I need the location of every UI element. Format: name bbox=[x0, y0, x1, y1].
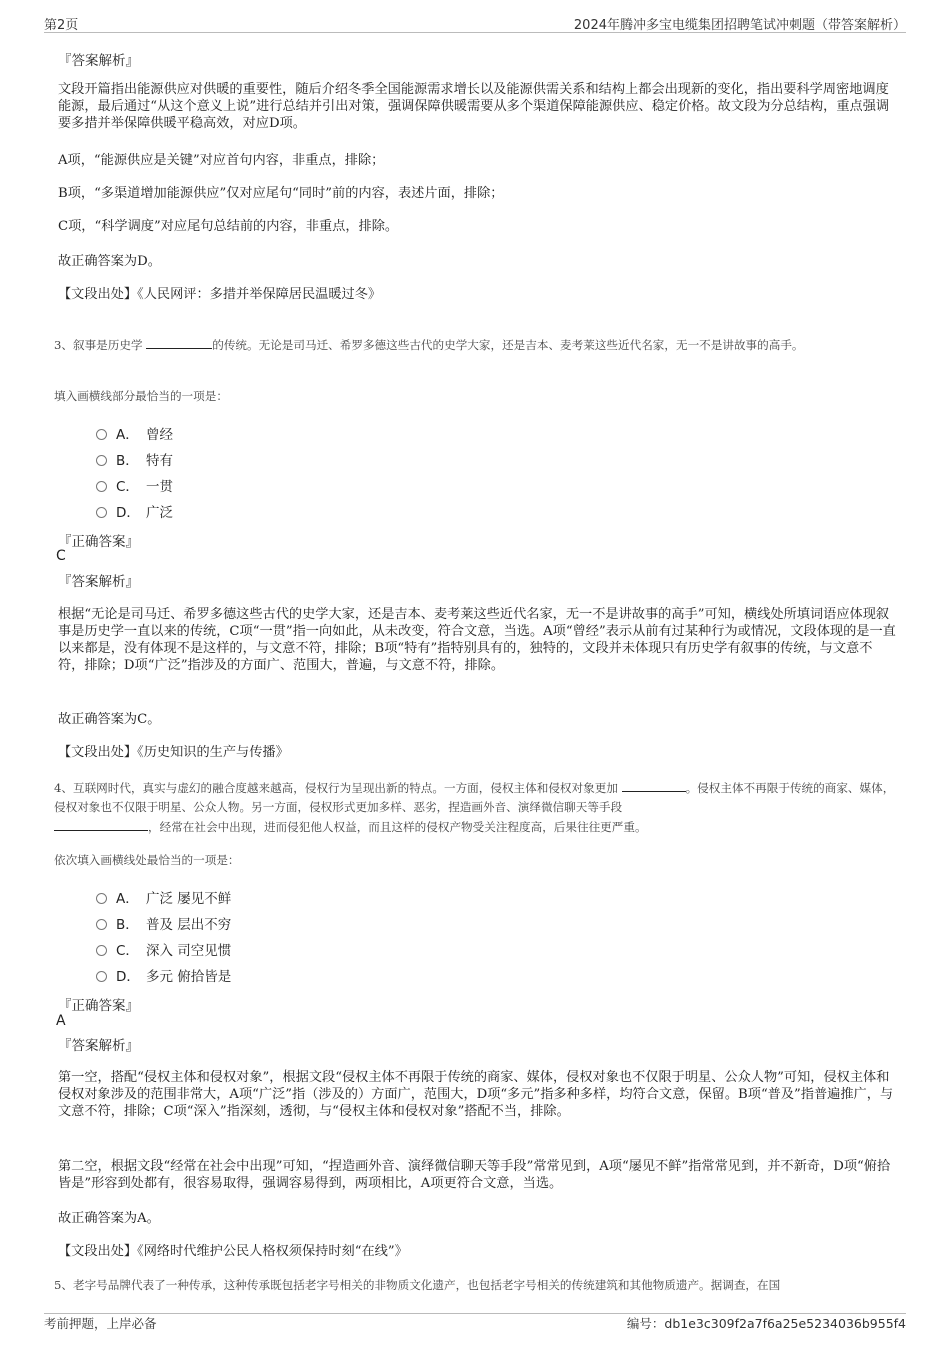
q3-conclusion: 故正确答案为C。 bbox=[58, 712, 161, 727]
q4-conclusion: 故正确答案为A。 bbox=[58, 1211, 160, 1226]
q4-blank-2 bbox=[54, 817, 148, 831]
header-divider bbox=[44, 32, 906, 33]
q3-analysis: 根据“无论是司马迁、希罗多德这些古代的史学大家，还是吉本、麦考莱这些近代名家，无一不是讲故事的高手”可知，横线处所填词语应体现叙事是历史学一直以来的传统，C项“一贯”指一向如此，从未改变，符合文意，当选。A项“曾经”表示从前有过某种行为或情况，文段体现的是一直以来都是，没有体现不是这样的，与文意不符，排除；B项“特有”指特别具有的，独特的，文段并未体现只有历史学有叙事的传统，与文意不符，排除；D项“广泛”指涉及的方面广、范围大，普遍，与文意不符，排除。 bbox=[58, 607, 896, 673]
page-number: 第2页 bbox=[44, 18, 79, 33]
analysis-label: 『答案解析』 bbox=[58, 1038, 139, 1054]
q3-option-b[interactable]: B． 特有 bbox=[96, 449, 173, 469]
q4-prompt: 依次填入画横线处最恰当的一项是： bbox=[54, 853, 240, 867]
correct-answer-label: 『正确答案』 bbox=[58, 998, 139, 1014]
analysis-label: 『答案解析』 bbox=[58, 53, 139, 69]
document-title: 2024年腾冲多宝电缆集团招聘笔试冲刺题（带答案解析） bbox=[573, 18, 906, 33]
q4-option-b[interactable]: B． 普及 层出不穷 bbox=[96, 913, 231, 933]
radio-icon[interactable] bbox=[96, 455, 107, 466]
q2-source: 【文段出处】《人民网评：多措并举保障居民温暖过冬》 bbox=[58, 287, 382, 302]
correct-answer-label: 『正确答案』 bbox=[58, 534, 139, 550]
q2-option-c-analysis: C项，“科学调度”对应尾句总结前的内容，非重点，排除。 bbox=[58, 219, 399, 234]
q4-analysis-blank-2: 第二空，根据文段“经常在社会中出现”可知，“捏造画外音、演绎微信聊天等手段”常常见到，A项“屡见不鲜”指常常见到，并不新奇，D项“俯拾皆是”形容到处都有，很容易取得，强调容易得到，两项相比，A项更符合文意，当选。 bbox=[58, 1159, 891, 1191]
q5-stem: 5、老字号品牌代表了一种传承，这种传承既包括老字号相关的非物质文化遗产，也包括老字号相关的传统建筑和其他物质遗产。据调查，在国 bbox=[54, 1278, 781, 1292]
radio-icon[interactable] bbox=[96, 893, 107, 904]
q4-stem: 4、互联网时代，真实与虚幻的融合度越来越高，侵权行为呈现出新的特点。一方面，侵权主体和侵权对象更加 。侵权主体不再限于传统的商家、媒体，侵权对象也不仅限于明星、公众人物。另一方面，侵权形式更加多样、恶劣，捏造画外音、演绎微信聊天等手段 ，经常在社会中出现，进而侵犯他人权益，而且这样的侵权产物受关注程度高，后果往往更严重。 bbox=[54, 778, 899, 837]
q4-analysis-blank-1: 第一空，搭配“侵权主体和侵权对象”，根据文段“侵权主体不再限于传统的商家、媒体，侵权对象也不仅限于明星、公众人物”可知，侵权主体和侵权对象涉及的范围非常大，A项“广泛”指（涉及的）方面广，范围大，D项“多元”指多种多样，均符合文意，保留。B项“普及”指普遍推广，与文意不符，排除；C项“深入”指深刻，透彻，与“侵权主体和侵权对象”搭配不当，排除。 bbox=[58, 1070, 894, 1119]
q3-blank bbox=[146, 335, 212, 349]
q3-option-d[interactable]: D． 广泛 bbox=[96, 501, 173, 521]
q2-conclusion: 故正确答案为D。 bbox=[58, 254, 161, 269]
q3-stem bbox=[54, 335, 899, 355]
footer-slogan: 考前押题，上岸必备 bbox=[44, 1316, 157, 1331]
q4-option-d[interactable]: D． 多元 俯拾皆是 bbox=[96, 965, 231, 985]
q3-option-c[interactable]: C． 一贯 bbox=[96, 475, 173, 495]
q3-answer: C bbox=[56, 548, 66, 564]
q3-source: 【文段出处】《历史知识的生产与传播》 bbox=[58, 745, 289, 760]
q4-option-a[interactable]: A． 广泛 屡见不鲜 bbox=[96, 887, 231, 907]
q4-blank-1 bbox=[622, 778, 686, 792]
document-id: 编号：db1e3c309f2a7f6a25e5234036b955f4 bbox=[626, 1316, 906, 1331]
radio-icon[interactable] bbox=[96, 481, 107, 492]
q2-option-b-analysis: B项，“多渠道增加能源供应”仅对应尾句“同时”前的内容，表述片面，排除； bbox=[58, 186, 504, 201]
analysis-label: 『答案解析』 bbox=[58, 574, 139, 590]
q3-stem-pre: 3、叙事是历史学 bbox=[54, 338, 143, 352]
radio-icon[interactable] bbox=[96, 919, 107, 930]
radio-icon[interactable] bbox=[96, 971, 107, 982]
radio-icon[interactable] bbox=[96, 507, 107, 518]
radio-icon[interactable] bbox=[96, 945, 107, 956]
radio-icon[interactable] bbox=[96, 429, 107, 440]
q4-option-c[interactable]: C． 深入 司空见惯 bbox=[96, 939, 231, 959]
q3-option-a[interactable]: A． 曾经 bbox=[96, 423, 173, 443]
q4-answer: A bbox=[56, 1013, 66, 1029]
q4-source: 【文段出处】《网络时代维护公民人格权须保持时刻“在线”》 bbox=[58, 1244, 408, 1259]
q2-option-a-analysis: A项，“能源供应是关键”对应首句内容，非重点，排除； bbox=[58, 153, 385, 168]
q3-stem-post: 的传统。无论是司马迁、希罗多德这些古代的史学大家，还是吉本、麦考莱这些近代名家，无一不是讲故事的高手。 bbox=[212, 338, 804, 352]
q3-prompt: 填入画横线部分最恰当的一项是： bbox=[54, 389, 228, 403]
q2-analysis-paragraph: 文段开篇指出能源供应对供暖的重要性，随后介绍冬季全国能源需求增长以及能源供需关系和结构上都会出现新的变化，指出要科学周密地调度能源，最后通过“从这个意义上说”进行总结并引出对策，强调保障供暖需要从多个渠道保障能源供应、稳定价格。故文段为分总结构，重点强调要多措并举保障供暖平稳高效，对应D项。 bbox=[58, 82, 890, 131]
